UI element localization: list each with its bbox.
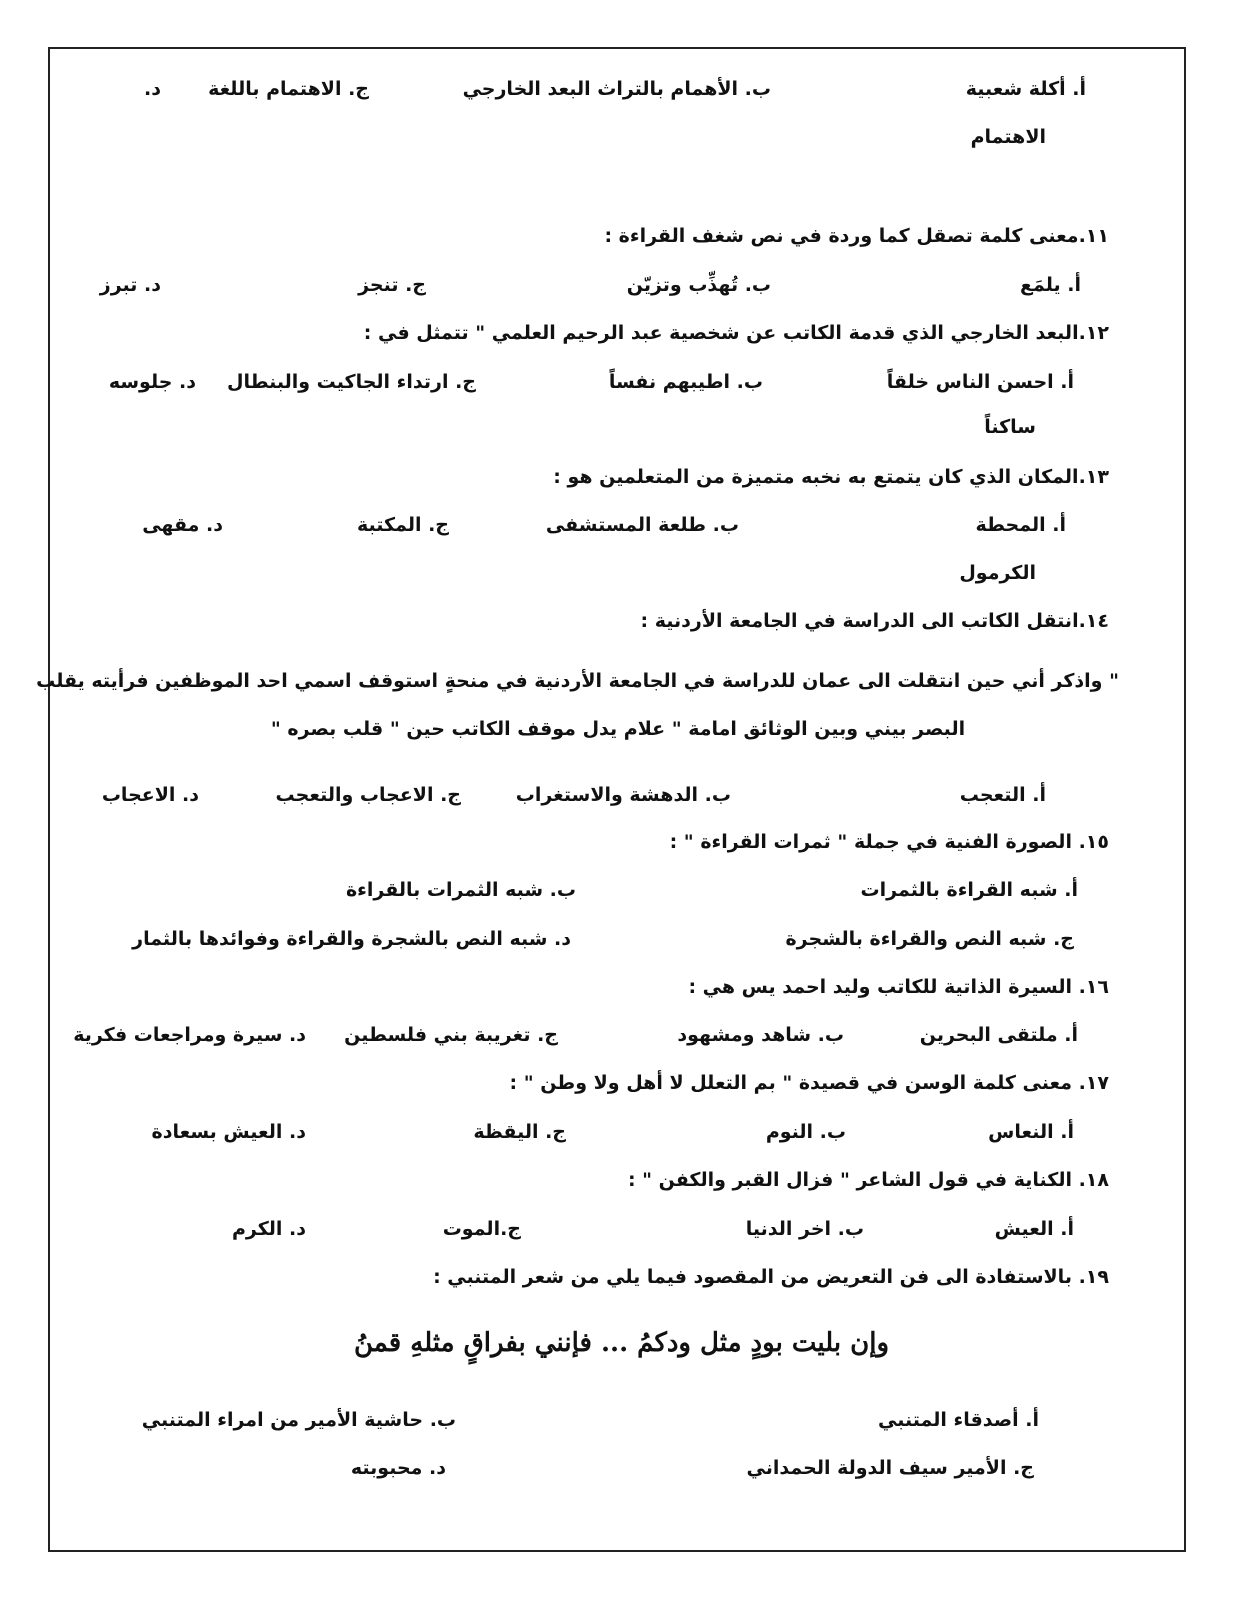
q14-quote-line-1: " واذكر أني حين انتقلت الى عمان للدراسة في الجامعة الأردنية في منحةٍ استوقف اسمي احد الموظفين فرأيته يقلب	[36, 670, 1119, 692]
q11-option-b[interactable]: ب. تُهذِّب وتزيّن	[626, 274, 771, 296]
q14-option-c[interactable]: ج. الاعجاب والتعجب	[275, 784, 461, 806]
q12-option-d-continued: ساكناً	[984, 416, 1036, 438]
q14-quote-line-2: البصر بيني وبين الوثائق امامة " علام يدل موقف الكاتب حين " قلب بصره "	[270, 718, 966, 740]
q15-option-d[interactable]: د. شبه النص بالشجرة والقراءة وفوائدها بالثمار	[132, 928, 571, 950]
q16-option-d[interactable]: د. سيرة ومراجعات فكرية	[73, 1024, 306, 1046]
q19-option-d[interactable]: د. محبوبته	[350, 1457, 446, 1479]
q12-option-b[interactable]: ب. اطيبهم نفساً	[608, 371, 763, 393]
q15-option-c[interactable]: ج. شبه النص والقراءة بالشجرة	[785, 928, 1074, 950]
q12-option-c[interactable]: ج. ارتداء الجاكيت والبنطال	[226, 371, 476, 393]
q10-option-d-continued: الاهتمام	[970, 126, 1046, 148]
q17-option-b[interactable]: ب. النوم	[765, 1121, 846, 1143]
q19-option-a[interactable]: أ. أصدقاء المتنبي	[878, 1409, 1039, 1431]
q17-stem: ١٧. معنى كلمة الوسن في قصيدة " بم التعلل لا أهل ولا وطن " :	[509, 1072, 1109, 1094]
q11-option-d[interactable]: د. تبرز	[99, 274, 161, 296]
q14-option-d[interactable]: د. الاعجاب	[101, 784, 199, 806]
q14-option-a[interactable]: أ. التعجب	[959, 784, 1046, 806]
q15-option-b[interactable]: ب. شبه الثمرات بالقراءة	[345, 879, 576, 901]
q13-option-c[interactable]: ج. المكتبة	[357, 514, 449, 536]
q13-option-d-continued: الكرمول	[959, 562, 1036, 584]
q12-stem: ١٢.البعد الخارجي الذي قدمة الكاتب عن شخصية عبد الرحيم العلمي " تتمثل في :	[363, 322, 1109, 344]
q16-option-b[interactable]: ب. شاهد ومشهود	[677, 1024, 844, 1046]
q17-option-a[interactable]: أ. النعاس	[988, 1121, 1074, 1143]
q13-stem: ١٣.المكان الذي كان يتمتع به نخبه متميزة من المتعلمين هو :	[553, 466, 1109, 488]
q19-option-c[interactable]: ج. الأمير سيف الدولة الحمداني	[746, 1457, 1034, 1479]
q18-option-c[interactable]: ج.الموت	[442, 1218, 521, 1240]
q10-option-b[interactable]: ب. الأهمام بالتراث البعد الخارجي	[462, 78, 771, 100]
q15-stem: ١٥. الصورة الفنية في جملة " ثمرات القراءة " :	[669, 831, 1109, 853]
q10-option-c[interactable]: ج. الاهتمام باللغة	[208, 78, 369, 100]
q10-option-d[interactable]: د.	[144, 78, 161, 100]
q13-option-a[interactable]: أ. المحطة	[975, 514, 1066, 536]
q17-option-c[interactable]: ج. اليقظة	[473, 1121, 566, 1143]
q19-option-b[interactable]: ب. حاشية الأمير من امراء المتنبي	[141, 1409, 456, 1431]
q16-option-a[interactable]: أ. ملتقى البحرين	[919, 1024, 1078, 1046]
q18-stem: ١٨. الكناية في قول الشاعر " فزال القبر والكفن " :	[627, 1169, 1109, 1191]
q12-option-a[interactable]: أ. احسن الناس خلقاً	[886, 371, 1074, 393]
q11-stem: ١١.معنى كلمة تصقل كما وردة في نص شغف القراءة :	[604, 225, 1109, 247]
q18-option-d[interactable]: د. الكرم	[231, 1218, 306, 1240]
q14-option-b[interactable]: ب. الدهشة والاستغراب	[515, 784, 731, 806]
q19-poetry-verse: وإن بليت بودٍ مثل ودكمُ ... فإنني بفراقٍ مثلهِ قمنُ	[353, 1328, 889, 1358]
q14-stem: ١٤.انتقل الكاتب الى الدراسة في الجامعة الأردنية :	[640, 610, 1109, 632]
q17-option-d[interactable]: د. العيش بسعادة	[151, 1121, 306, 1143]
q12-option-d[interactable]: د. جلوسه	[108, 371, 196, 393]
q18-option-a[interactable]: أ. العيش	[994, 1218, 1074, 1240]
q18-option-b[interactable]: ب. اخر الدنيا	[745, 1218, 864, 1240]
q11-option-c[interactable]: ج. تنجز	[358, 274, 426, 296]
q10-option-a[interactable]: أ. أكلة شعبية	[965, 78, 1086, 100]
q16-stem: ١٦. السيرة الذاتية للكاتب وليد احمد يس هي :	[688, 976, 1109, 998]
q13-option-b[interactable]: ب. طلعة المستشفى	[545, 514, 739, 536]
q11-option-a[interactable]: أ. يلمَع	[1020, 274, 1081, 296]
q13-option-d[interactable]: د. مقهى	[142, 514, 223, 536]
q19-stem: ١٩. بالاستفادة الى فن التعريض من المقصود فيما يلي من شعر المتنبي :	[433, 1266, 1109, 1288]
q15-option-a[interactable]: أ. شبه القراءة بالثمرات	[860, 879, 1078, 901]
q16-option-c[interactable]: ج. تغريبة بني فلسطين	[344, 1024, 558, 1046]
